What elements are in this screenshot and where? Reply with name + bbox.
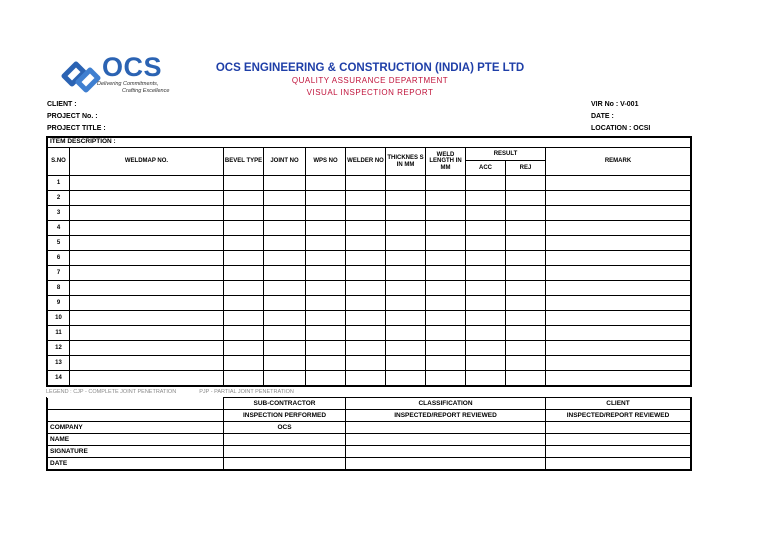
table-cell[interactable] — [346, 266, 386, 281]
table-cell[interactable] — [546, 371, 691, 386]
table-cell[interactable] — [546, 266, 691, 281]
name-classification-cell[interactable] — [346, 434, 546, 446]
table-row — [48, 296, 691, 311]
table-cell[interactable] — [346, 296, 386, 311]
table-row — [48, 356, 691, 371]
table-cell[interactable] — [70, 221, 224, 236]
table-cell[interactable] — [506, 341, 546, 356]
name-label: NAME — [48, 434, 224, 446]
table-cell[interactable] — [386, 251, 426, 266]
table-cell[interactable] — [70, 296, 224, 311]
table-cell[interactable] — [546, 206, 691, 221]
logo-tagline-1: Delivering Commitments, — [97, 81, 159, 87]
table-cell[interactable] — [70, 356, 224, 371]
table-cell[interactable] — [306, 326, 346, 341]
table-cell[interactable] — [506, 371, 546, 386]
col-welder-no: WELDER NO — [346, 148, 386, 176]
table-cell[interactable] — [386, 191, 426, 206]
table-cell[interactable] — [466, 311, 506, 326]
table-cell[interactable] — [70, 176, 224, 191]
table-cell[interactable] — [466, 266, 506, 281]
table-cell[interactable] — [70, 251, 224, 266]
company-classification-cell[interactable] — [346, 422, 546, 434]
table-cell[interactable] — [224, 296, 264, 311]
project-no-label: PROJECT No. : — [47, 113, 98, 120]
table-cell[interactable] — [546, 191, 691, 206]
table-cell[interactable] — [426, 176, 466, 191]
table-cell[interactable] — [386, 221, 426, 236]
table-cell[interactable] — [346, 251, 386, 266]
table-cell[interactable] — [306, 281, 346, 296]
table-cell[interactable] — [466, 341, 506, 356]
table-cell[interactable] — [224, 251, 264, 266]
company-client-cell[interactable] — [546, 422, 691, 434]
table-cell[interactable] — [386, 341, 426, 356]
table-cell[interactable] — [346, 371, 386, 386]
table-cell[interactable] — [546, 176, 691, 191]
date-client-cell[interactable] — [546, 458, 691, 470]
table-cell[interactable] — [70, 326, 224, 341]
table-cell[interactable] — [306, 371, 346, 386]
table-cell[interactable] — [386, 296, 426, 311]
signature-classification-cell[interactable] — [346, 446, 546, 458]
inspected-reviewed-classification: INSPECTED/REPORT REVIEWED — [346, 410, 546, 422]
table-cell[interactable] — [386, 266, 426, 281]
table-cell[interactable] — [546, 221, 691, 236]
table-row — [48, 191, 691, 206]
name-client-cell[interactable] — [546, 434, 691, 446]
signoff-table — [46, 397, 692, 471]
table-cell[interactable] — [70, 206, 224, 221]
table-cell[interactable] — [426, 356, 466, 371]
company-label: COMPANY — [48, 422, 224, 434]
table-cell[interactable] — [264, 176, 306, 191]
col-acc: ACC — [466, 161, 506, 176]
table-cell[interactable] — [224, 311, 264, 326]
table-cell[interactable] — [426, 296, 466, 311]
table-cell[interactable] — [264, 221, 306, 236]
date-label: DATE : — [591, 113, 614, 120]
table-row — [48, 341, 691, 356]
table-cell[interactable] — [426, 326, 466, 341]
table-cell[interactable] — [264, 191, 306, 206]
table-cell[interactable] — [466, 356, 506, 371]
table-cell[interactable] — [346, 206, 386, 221]
table-row — [48, 311, 691, 326]
table-cell[interactable] — [70, 266, 224, 281]
table-cell[interactable] — [466, 251, 506, 266]
table-cell[interactable] — [264, 311, 306, 326]
table-cell[interactable] — [546, 236, 691, 251]
table-row — [48, 281, 691, 296]
signature-client-cell[interactable] — [546, 446, 691, 458]
table-cell[interactable] — [466, 371, 506, 386]
table-cell[interactable] — [346, 191, 386, 206]
table-cell[interactable] — [466, 191, 506, 206]
col-weld-length: WELD LENGTH IN MM — [426, 148, 466, 176]
row-number: 2 — [48, 191, 70, 206]
table-cell[interactable] — [506, 251, 546, 266]
table-cell[interactable] — [306, 251, 346, 266]
project-title-label: PROJECT TITLE : — [47, 125, 106, 132]
table-cell[interactable] — [426, 311, 466, 326]
table-cell[interactable] — [224, 281, 264, 296]
table-cell[interactable] — [346, 311, 386, 326]
table-cell[interactable] — [546, 341, 691, 356]
table-cell[interactable] — [546, 281, 691, 296]
table-cell[interactable] — [466, 236, 506, 251]
col-wps-no: WPS NO — [306, 148, 346, 176]
table-cell[interactable] — [506, 221, 546, 236]
logo-wordmark: OCS — [102, 52, 163, 82]
table-cell[interactable] — [466, 206, 506, 221]
table-cell[interactable] — [466, 281, 506, 296]
table-cell[interactable] — [264, 251, 306, 266]
row-number: 11 — [48, 326, 70, 341]
table-cell[interactable] — [506, 356, 546, 371]
table-row — [48, 326, 691, 341]
table-cell[interactable] — [224, 176, 264, 191]
legend-cjp: LEGEND : CJP - COMPLETE JOINT PENETRATION — [46, 389, 177, 395]
table-cell[interactable] — [466, 296, 506, 311]
table-cell[interactable] — [426, 221, 466, 236]
table-cell[interactable] — [306, 356, 346, 371]
inspected-reviewed-client: INSPECTED/REPORT REVIEWED — [546, 410, 691, 422]
date-subcontractor-cell[interactable] — [224, 458, 346, 470]
table-cell[interactable] — [386, 236, 426, 251]
name-subcontractor-cell[interactable] — [224, 434, 346, 446]
table-cell[interactable] — [306, 266, 346, 281]
report-title: VISUAL INSPECTION REPORT — [306, 88, 434, 97]
table-cell[interactable] — [264, 236, 306, 251]
table-cell[interactable] — [426, 236, 466, 251]
table-cell[interactable] — [506, 311, 546, 326]
company-name: OCS ENGINEERING & CONSTRUCTION (INDIA) PTE LTD — [215, 62, 525, 74]
table-cell[interactable] — [264, 296, 306, 311]
table-cell[interactable] — [346, 236, 386, 251]
table-cell[interactable] — [264, 326, 306, 341]
table-cell[interactable] — [506, 206, 546, 221]
table-row — [48, 266, 691, 281]
department-title: QUALITY ASSURANCE DEPARTMENT — [291, 76, 449, 85]
table-cell[interactable] — [224, 236, 264, 251]
inspection-performed: INSPECTION PERFORMED — [224, 410, 346, 422]
table-cell[interactable] — [506, 326, 546, 341]
col-weldmap: WELDMAP NO. — [70, 148, 224, 176]
table-cell[interactable] — [426, 251, 466, 266]
table-rows — [48, 176, 691, 386]
vir-no-label: VIR No : V-001 — [591, 101, 639, 108]
table-cell[interactable] — [224, 341, 264, 356]
table-cell[interactable] — [346, 356, 386, 371]
table-cell[interactable] — [70, 281, 224, 296]
table-cell[interactable] — [346, 221, 386, 236]
table-cell[interactable] — [466, 221, 506, 236]
col-bevel-type: BEVEL TYPE — [224, 148, 264, 176]
date-row-label: DATE — [48, 458, 224, 470]
table-cell[interactable] — [426, 191, 466, 206]
item-description-label: ITEM DESCRIPTION : — [48, 138, 691, 148]
table-cell[interactable] — [306, 176, 346, 191]
table-cell[interactable] — [546, 356, 691, 371]
legend-pjp: PJP - PARTIAL JOINT PENETRATION — [199, 389, 294, 395]
table-cell[interactable] — [264, 266, 306, 281]
row-number: 3 — [48, 206, 70, 221]
table-cell[interactable] — [306, 206, 346, 221]
row-number: 7 — [48, 266, 70, 281]
table-cell[interactable] — [426, 206, 466, 221]
table-cell[interactable] — [546, 296, 691, 311]
row-number: 13 — [48, 356, 70, 371]
col-result: RESULT — [466, 148, 546, 161]
table-cell[interactable] — [264, 356, 306, 371]
table-cell[interactable] — [506, 296, 546, 311]
table-cell[interactable] — [264, 281, 306, 296]
table-cell[interactable] — [224, 191, 264, 206]
row-number: 9 — [48, 296, 70, 311]
table-cell[interactable] — [264, 341, 306, 356]
col-joint-no: JOINT NO — [264, 148, 306, 176]
table-cell[interactable] — [546, 311, 691, 326]
col-rej: REJ — [506, 161, 546, 176]
table-cell[interactable] — [306, 191, 346, 206]
table-cell[interactable] — [506, 236, 546, 251]
table-cell[interactable] — [386, 356, 426, 371]
date-classification-cell[interactable] — [346, 458, 546, 470]
col-remark: REMARK — [546, 148, 691, 176]
table-cell[interactable] — [224, 356, 264, 371]
table-cell[interactable] — [506, 176, 546, 191]
row-number: 1 — [48, 176, 70, 191]
table-cell[interactable] — [224, 221, 264, 236]
client-header: CLIENT — [546, 398, 691, 410]
col-sno: S.NO — [48, 148, 70, 176]
table-cell[interactable] — [386, 311, 426, 326]
table-cell[interactable] — [224, 266, 264, 281]
table-cell[interactable] — [426, 281, 466, 296]
table-cell[interactable] — [346, 176, 386, 191]
table-cell[interactable] — [386, 326, 426, 341]
table-cell[interactable] — [386, 206, 426, 221]
table-cell[interactable] — [506, 191, 546, 206]
row-number: 6 — [48, 251, 70, 266]
row-number: 5 — [48, 236, 70, 251]
table-cell[interactable] — [346, 326, 386, 341]
table-row — [48, 251, 691, 266]
table-cell[interactable] — [306, 341, 346, 356]
table-cell[interactable] — [224, 326, 264, 341]
table-cell[interactable] — [70, 341, 224, 356]
subcontractor-header: SUB-CONTRACTOR — [224, 398, 346, 410]
table-row — [48, 221, 691, 236]
table-cell[interactable] — [466, 176, 506, 191]
table-cell[interactable] — [264, 371, 306, 386]
client-label: CLIENT : — [47, 101, 77, 108]
table-cell[interactable] — [70, 371, 224, 386]
table-row — [48, 236, 691, 251]
signature-subcontractor-cell[interactable] — [224, 446, 346, 458]
table-cell[interactable] — [306, 311, 346, 326]
signature-label: SIGNATURE — [48, 446, 224, 458]
row-number: 4 — [48, 221, 70, 236]
table-cell[interactable] — [506, 266, 546, 281]
table-cell[interactable] — [386, 371, 426, 386]
table-cell[interactable] — [346, 341, 386, 356]
table-cell[interactable] — [426, 266, 466, 281]
table-cell[interactable] — [466, 326, 506, 341]
table-cell[interactable] — [70, 311, 224, 326]
table-cell[interactable] — [426, 371, 466, 386]
table-cell[interactable] — [224, 371, 264, 386]
table-cell[interactable] — [70, 236, 224, 251]
table-cell[interactable] — [506, 281, 546, 296]
table-cell[interactable] — [306, 236, 346, 251]
inspection-table — [46, 136, 692, 387]
table-cell[interactable] — [264, 206, 306, 221]
table-cell[interactable] — [546, 326, 691, 341]
table-cell[interactable] — [70, 191, 224, 206]
table-row — [48, 206, 691, 221]
table-row — [48, 176, 691, 191]
row-number: 14 — [48, 371, 70, 386]
table-cell[interactable] — [306, 221, 346, 236]
table-cell[interactable] — [426, 341, 466, 356]
company-value: OCS — [224, 422, 346, 434]
location-label: LOCATION : OCSI — [591, 125, 651, 132]
table-row — [48, 371, 691, 386]
table-cell[interactable] — [546, 251, 691, 266]
table-cell[interactable] — [346, 281, 386, 296]
table-cell[interactable] — [386, 176, 426, 191]
table-cell[interactable] — [224, 206, 264, 221]
table-cell[interactable] — [306, 296, 346, 311]
row-number: 12 — [48, 341, 70, 356]
row-number: 10 — [48, 311, 70, 326]
row-number: 8 — [48, 281, 70, 296]
col-thickness: THICKNES S IN MM — [386, 148, 426, 176]
classification-header: CLASSIFICATION — [346, 398, 546, 410]
logo-tagline-2: Crafting Excellence — [122, 88, 170, 94]
table-cell[interactable] — [386, 281, 426, 296]
